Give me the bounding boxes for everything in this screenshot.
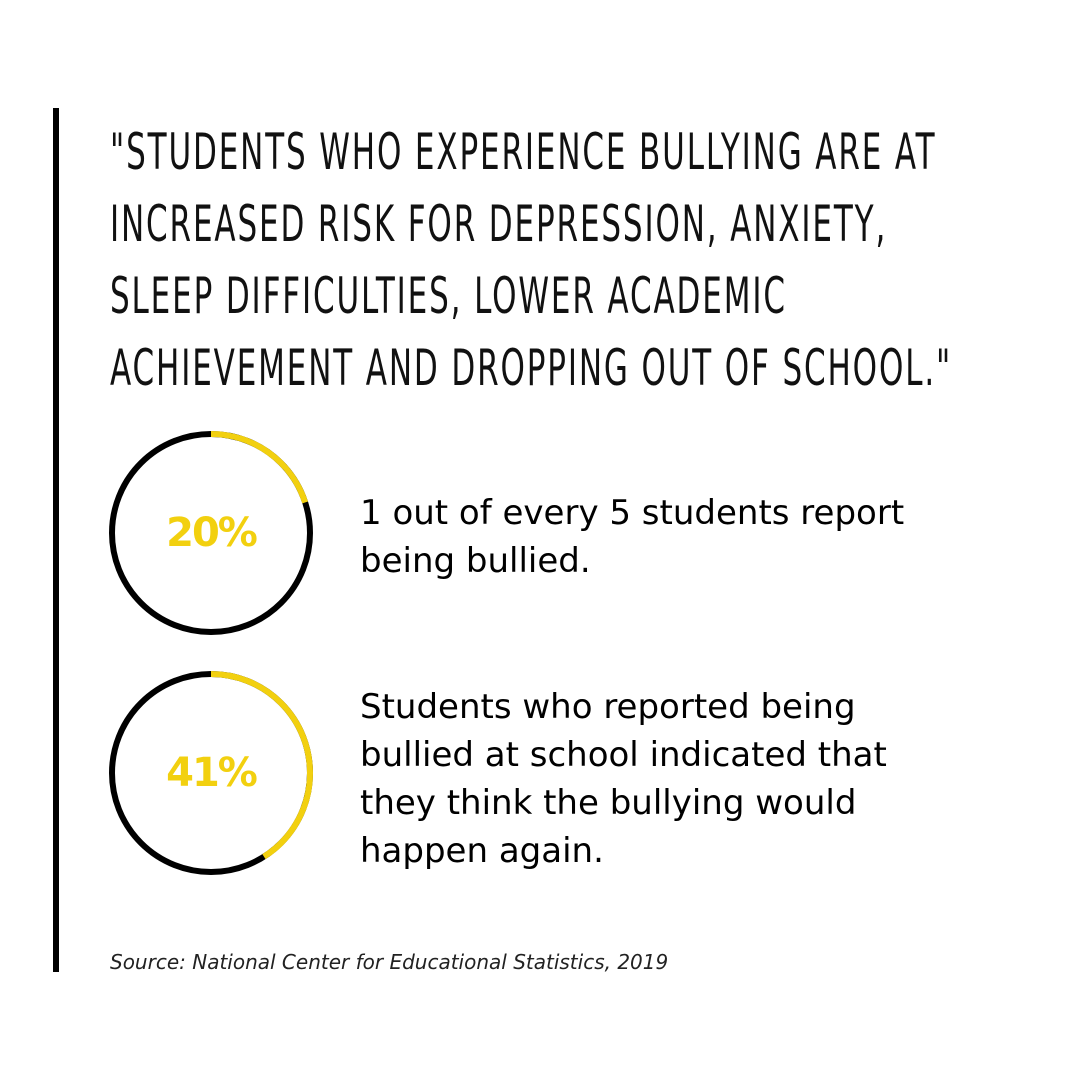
- stat-value: 20%: [166, 510, 256, 556]
- quote-line: INCREASED RISK FOR DEPRESSION, ANXIETY,: [110, 195, 888, 253]
- left-divider-line: [53, 108, 59, 972]
- quote-line: SLEEP DIFFICULTIES, LOWER ACADEMIC: [110, 267, 787, 325]
- stat-value: 41%: [166, 750, 256, 796]
- quote-line: "STUDENTS WHO EXPERIENCE BULLYING ARE AT: [110, 123, 937, 181]
- source-citation: Source: National Center for Educational Statistics, 2019: [110, 950, 669, 974]
- quote-block: [110, 116, 953, 404]
- stat-description: 1 out of every 5 students report being bullied.: [360, 493, 905, 581]
- stat-description: Students who reported being bullied at school indicated that they think the bullying would happen again.: [360, 687, 887, 871]
- quote-line: ACHIEVEMENT AND DROPPING OUT OF SCHOOL.": [110, 339, 953, 397]
- stat-ring-41: [106, 668, 316, 878]
- stat-ring-20: [106, 428, 316, 638]
